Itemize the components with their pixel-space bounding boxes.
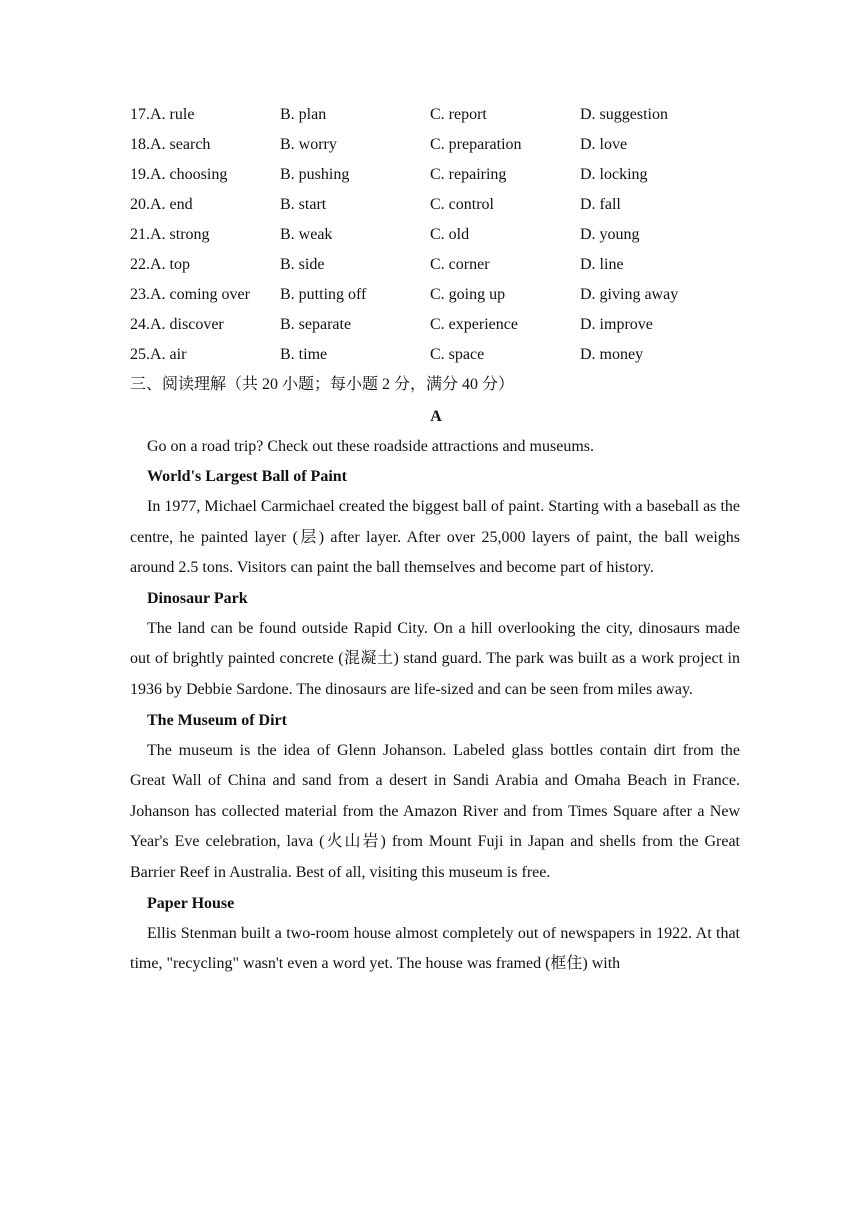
attraction-title: Paper House: [147, 894, 235, 912]
attraction-text: The land can be found outside Rapid City. On a hill overlooking the city, dinosaurs made out of brightly painted concrete (混凝土) stand guard. The park was built as a work project in 1936 by Debbie Sardone. The dinosaurs are life-sized and can be seen from miles away.: [130, 619, 740, 698]
option-d: D. giving away: [580, 286, 679, 303]
option-a: 17.A. rule: [130, 106, 195, 123]
option-a: 19.A. choosing: [130, 166, 228, 183]
option-a: 20.A. end: [130, 196, 193, 213]
option-b: B. side: [280, 256, 325, 273]
option-d: D. young: [580, 226, 640, 243]
attraction-text: Ellis Stenman built a two-room house almost completely out of newspapers in 1922. At that time, "recycling" wasn't even a word yet. The house was framed (框住) with: [130, 924, 740, 973]
option-d: D. fall: [580, 196, 621, 213]
passage-body: [130, 432, 740, 980]
option-a: 18.A. search: [130, 136, 211, 153]
option-d: D. love: [580, 136, 628, 153]
option-c: C. repairing: [430, 166, 507, 183]
option-c: C. control: [430, 196, 494, 213]
option-c: C. space: [430, 346, 485, 363]
option-c: C. corner: [430, 256, 490, 273]
option-c: C. experience: [430, 316, 518, 333]
attraction-title: World's Largest Ball of Paint: [147, 468, 347, 485]
option-d: D. money: [580, 346, 644, 363]
option-b: B. pushing: [280, 166, 350, 183]
passage-intro: Go on a road trip? Check out these roadside attractions and museums.: [147, 438, 594, 455]
option-d: D. suggestion: [580, 106, 668, 123]
option-b: B. start: [280, 196, 327, 213]
option-a: 23.A. coming over: [130, 286, 250, 303]
attraction-text: The museum is the idea of Glenn Johanson. Labeled glass bottles contain dirt from the Great Wall of China and sand from a desert in Sandi Arabia and Omaha Beach in France. Johanson has collected material from the Amazon River and from Times Square after a New Year's Eve celebration, lava (火山岩) from Mount Fuji in Japan and shells from the Great Barrier Reef in Australia. Best of all, visiting this museum is free.: [130, 741, 740, 881]
section-heading: 三、阅读理解（共 20 小题；每小题 2 分，满分 40 分）: [130, 376, 515, 393]
option-b: B. weak: [280, 226, 333, 243]
option-d: D. improve: [580, 316, 653, 333]
option-a: 22.A. top: [130, 256, 190, 273]
attraction-title: The Museum of Dirt: [147, 711, 287, 729]
option-b: B. plan: [280, 106, 327, 123]
option-a: 21.A. strong: [130, 226, 210, 243]
option-a: 25.A. air: [130, 346, 187, 363]
option-d: D. line: [580, 256, 624, 273]
option-b: B. time: [280, 346, 328, 363]
passage-label: A: [430, 408, 442, 425]
option-c: C. report: [430, 106, 487, 123]
option-c: C. old: [430, 226, 470, 243]
option-b: B. worry: [280, 136, 337, 153]
option-d: D. locking: [580, 166, 648, 183]
option-b: B. separate: [280, 316, 352, 333]
attraction-title: Dinosaur Park: [147, 589, 248, 607]
option-c: C. going up: [430, 286, 506, 303]
attraction-text: In 1977, Michael Carmichael created the biggest ball of paint. Starting with a baseball as the centre, he painted layer (层) after layer. After over 25,000 layers of paint, the ball weighs around 2.5 tons. Visitors can paint the ball themselves and become part of history.: [130, 498, 740, 577]
option-a: 24.A. discover: [130, 316, 224, 333]
option-b: B. putting off: [280, 286, 367, 303]
option-c: C. preparation: [430, 136, 522, 153]
